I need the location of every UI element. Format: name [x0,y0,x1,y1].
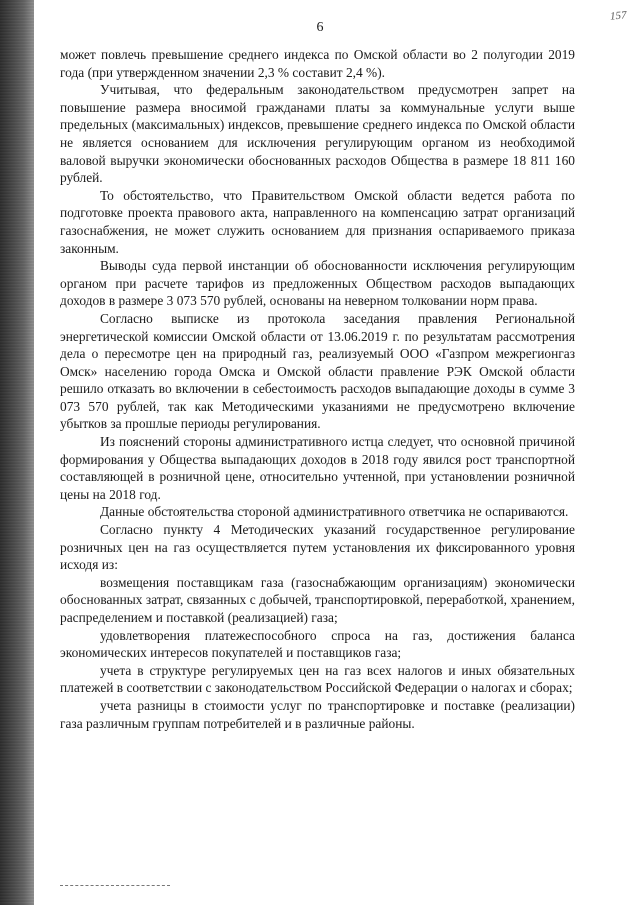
paragraph: возмещения поставщикам газа (газоснабжающим организациям) экономически обоснованных затрат, связанных с добычей, транспортировкой, переработкой, хранением, распределением и поставкой (реализацией) газа; [60,574,575,625]
paragraph: Учитывая, что федеральным законодательством предусмотрен запрет на повышение размера вносимой гражданами платы за коммунальные услуги выше предельных (максимальных) индексов, превышение среднего индекса по Омской области не является основанием для исключения регулирующим органом из необходимой валовой выручки экономически обоснованных расходов Общества в размере 18 811 160 рублей. [60,82,575,186]
document-body [60,46,575,732]
handwritten-page-mark: 157 [609,9,627,23]
footer-rule [60,885,170,886]
paragraph: учета в структуре регулируемых цен на газ всех налогов и иных обязательных платежей в соответствии с законодательством Российской Федерации о налогах и сборах; [60,662,575,696]
scan-edge [0,0,34,905]
paragraph: Согласно пункту 4 Методических указаний государственное регулирование розничных цен на газ осуществляется путем установления их фиксированного уровня исходя из: [60,522,575,573]
paragraph: То обстоятельство, что Правительством Омской области ведется работа по подготовке проекта правового акта, направленного на компенсацию затрат организаций газоснабжения, не может служить основанием для признания оспариваемого приказа законным. [60,187,575,256]
page-number: 6 [316,20,324,35]
paragraph: удовлетворения платежеспособного спроса на газ, достижения баланса экономических интересов покупателей и поставщиков газа; [60,627,575,661]
paragraph: Согласно выписке из протокола заседания правления Региональной энергетической комиссии Омской области от 13.06.2019 г. по результатам рассмотрения дела о пересмотре цен на природный газ, реализуемый ООО «Газпром межрегионгаз Омск» населению города Омска и Омской области правление РЭК Омской области решило отказать во включении в себестоимость расходов выпадающие доходы в сумме 3 073 570 рублей, так как Методическими указаниями не предусмотрено включение убытков за прошлые периоды регулирования. [60,310,575,432]
paragraph: Выводы суда первой инстанции об обоснованности исключения регулирующим органом при расчете тарифов из предложенных Обществом расходов выпадающих доходов в размере 3 073 570 рублей, основаны на неверном толковании норм права. [60,258,575,309]
paragraph: может повлечь превышение среднего индекса по Омской области во 2 полугодии 2019 года (при утвержденном значении 2,3 % составит 2,4 %). [60,47,575,80]
paragraph: Из пояснений стороны административного истца следует, что основной причиной формирования у Общества выпадающих доходов в 2018 году явился рост транспортной составляющей в розничной цене, относительно учтенной, при установлении розничной цены на 2018 год. [60,434,575,502]
paragraph: Данные обстоятельства стороной административного ответчика не оспариваются. [100,504,569,520]
paragraph: учета разницы в стоимости услуг по транспортировке и поставке (реализации) газа различным группам потребителей и в различные районы. [60,697,575,731]
